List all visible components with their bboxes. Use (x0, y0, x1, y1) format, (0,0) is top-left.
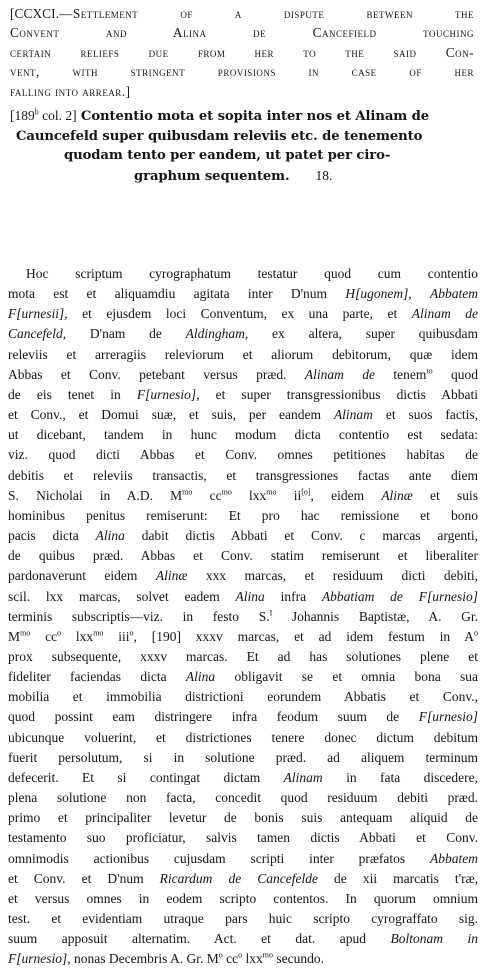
rubric-line: graphum sequentem. 18. (134, 167, 333, 184)
body-line: mobilia et immobilia districtioni eorundem Abbatis et Conv., (8, 689, 478, 705)
body-line: omnimodis actionibus cujusdam scripti inter præfatos Abbatem (8, 850, 478, 866)
body-line: de eis tenet in F[urnesio], et super transgressionibus dictis Abbati (8, 386, 478, 402)
entry-heading-line: certain reliefs due from her to the said Con- (10, 44, 474, 60)
body-line: ut dicebant, tandem in hunc modum dicta contentio est sedata: (8, 427, 478, 443)
body-line: pacis dicta Alina dabit dictis Abbati et Conv. c marcas argenti, (8, 528, 478, 544)
body-line: quod possint eam distringere infra feodum suum de F[urnesio] (8, 709, 478, 725)
body-line: et Conv., et Domui suæ, et suis, per eandem Alinam et suos factis, (8, 407, 478, 423)
body-line: F[urnesii], et ejusdem loci Conventum, ex una parte, et Alinam de (8, 306, 478, 322)
body-line: S. Nicholai in A.D. $M^{mo}$ $cc^{mo}$ lxx$^{mo}$ ii[o], eidem Alinæ et suis (8, 487, 478, 503)
charter-text (8, 264, 478, 969)
body-line: primo et principaliter levetur de bonis suis antequam aliquid de (8, 810, 478, 826)
body-line: terminis subscriptis—viz. in festo S.$^I$ Johannis Baptistæ, A. Gr. (8, 608, 478, 624)
rubric-line: Cauncefeld super quibusdam releviis etc. de tenemento (16, 128, 423, 144)
body-line: de quibus præd. Abbas et Conv. statim remiserunt et liberaliter (8, 548, 478, 564)
body-line: defecerit. Et si contingat dictam Alinam in fata discedere, (8, 769, 479, 785)
folio-reference: [189$^b$ col. 2] (10, 107, 77, 123)
body-line: fuerit persolutum, si in solutione præd. ad aliquem terminum (8, 749, 478, 765)
body-line: debitis et releviis transactis, et transgressiones factas ante diem (8, 467, 478, 483)
body-line: hominibus penitus remiserunt: Et pro hac remissione et bono (8, 507, 478, 523)
body-line: viz. quod dicti Abbas et Conv. omnes petitiones habitas de (8, 447, 478, 463)
body-line: test. et evidentiam utraque pars huic scripto cyrograffato sig. (8, 911, 478, 926)
entry-heading-line: [CCXCI.—Settlement of a dispute between the (10, 6, 474, 21)
rubric-line: quodam tento per eandem, ut patet per ciro- (64, 148, 391, 164)
body-line: Cancefeld, D'nam de Aldingham, ex altera, super quibusdam (8, 326, 478, 342)
body-line: Hoc scriptum cyrographatum testatur quod cum contentio (26, 266, 478, 281)
body-line: testamento suo proficiatur, salvis tamen dictis Abbati et Conv. (8, 830, 478, 846)
body-line: suum apposuit alternatim. Act. et dat. apud Boltonam in (8, 931, 479, 947)
body-line: pardonaverunt eidem Alinæ xxx marcas, et residuum dicti debiti, (8, 568, 479, 584)
entry-heading (10, 4, 474, 101)
entry-heading-line: vent, with stringent provisions in case of her (10, 64, 474, 80)
body-line: plena solutione non facta, concedit quod residuum debiti præd. (8, 790, 478, 806)
body-line: et versus omnes in eodem scripto contentos. In quorum omnium (8, 890, 478, 906)
body-line: releviis et arreragiis releviorum et aliorum debitorum, quæ idem (8, 346, 478, 362)
entry-heading-line: Convent and Alina de Cancefield touching (10, 25, 474, 41)
body-line: fideliter faciendas dicta Alina obligavit se et omnia bona sua (8, 669, 479, 685)
page-number: 18. (315, 167, 333, 183)
body-line: mota est et aliquamdiu agitata inter D'num H[ugonem], Abbatem (8, 286, 478, 302)
body-line: scil. lxx marcas, solvet eadem Alina infra Abbatiam de F[urnesio] (8, 588, 479, 604)
body-line: et Conv. et D'num Ricardum de Cancefelde de xii marcatis t'ræ, (8, 870, 478, 886)
rubric-line: [189$^b$ col. 2] Contentio mota et sopita inter nos et Alinam de (10, 107, 430, 124)
entry-number: [CCXCI. (10, 6, 60, 21)
body-line: Abbas et Conv. petebant versus præd. Alinam de tenem$^{to}$ quod (8, 366, 478, 382)
body-line: ubicunque voluerint, et districtiones tenere donec dictum debitum (8, 729, 478, 745)
body-line: prox subsequente, xxxv marcas. Et ad has solutiones plene et (8, 648, 478, 664)
entry-heading-line: falling into arrear.] (10, 83, 131, 99)
latin-rubric (10, 106, 474, 186)
body-line: F[urnesio], nonas Decembris A. Gr. $M^o$ $cc^o$ lxx$^{mo}$ secundo. (8, 950, 324, 967)
body-line: $M^{mo}$ $cc^o$ lxx$^{mo}$ iii$^o$, [190] xxxv marcas, et ad idem festum in $A^o$ (8, 628, 478, 644)
